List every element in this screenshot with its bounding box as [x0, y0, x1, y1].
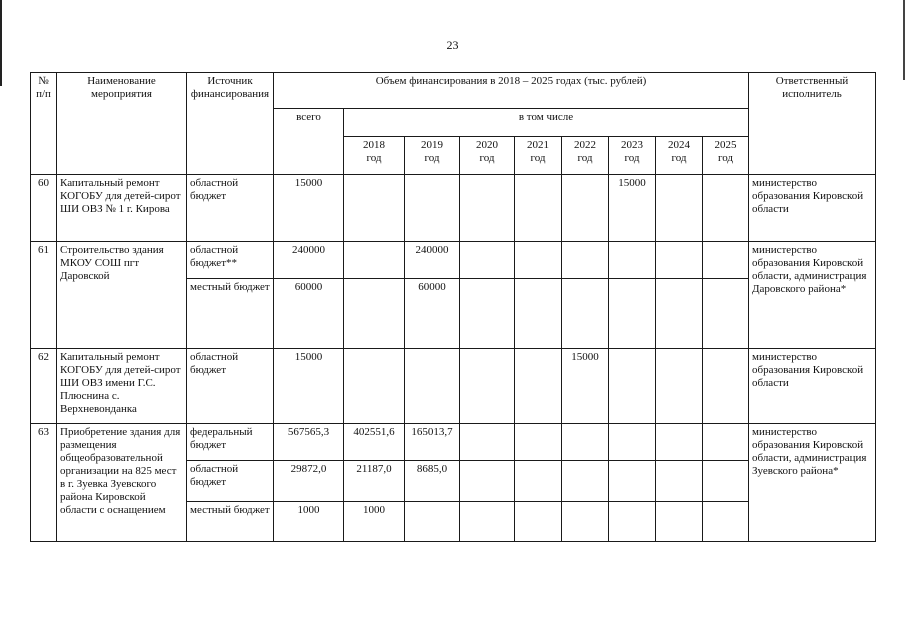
funding-source: областной бюджет** [187, 242, 274, 279]
activity-name: Приобретение здания для размещения общеобразовательной организации на 825 мест в г. Зуевка Зуевского района Кировской области с оснащением [57, 424, 187, 542]
year-amount [656, 279, 703, 349]
total-amount: 1000 [274, 502, 344, 542]
total-amount: 15000 [274, 175, 344, 242]
year-amount [515, 424, 562, 461]
total-amount: 567565,3 [274, 424, 344, 461]
year-amount [609, 424, 656, 461]
year-amount [562, 461, 609, 502]
year-amount [703, 175, 749, 242]
table-row [31, 424, 876, 461]
header-year: 2025 год [703, 137, 749, 175]
year-amount: 240000 [405, 242, 460, 279]
year-amount [609, 349, 656, 424]
year-amount [344, 175, 405, 242]
header-total: всего [274, 109, 344, 175]
year-amount: 8685,0 [405, 461, 460, 502]
header-name: Наименование мероприятия [57, 73, 187, 175]
year-amount [460, 175, 515, 242]
responsible-executor: министерство образования Кировской области, администрация Даровского района* [749, 242, 876, 349]
total-amount: 240000 [274, 242, 344, 279]
funding-source: областной бюджет [187, 349, 274, 424]
year-amount [562, 502, 609, 542]
year-amount [703, 424, 749, 461]
year-amount [703, 242, 749, 279]
funding-source: местный бюджет [187, 279, 274, 349]
year-amount [656, 349, 703, 424]
year-amount [703, 502, 749, 542]
year-amount [562, 424, 609, 461]
header-year: 2018 год [344, 137, 405, 175]
year-amount [344, 242, 405, 279]
year-amount [562, 242, 609, 279]
year-amount [405, 349, 460, 424]
year-amount [609, 242, 656, 279]
header-num: № п/п [31, 73, 57, 175]
table-row [31, 175, 876, 242]
header-responsible: Ответственный исполнитель [749, 73, 876, 175]
year-amount [460, 279, 515, 349]
total-amount: 60000 [274, 279, 344, 349]
funding-source: местный бюджет [187, 502, 274, 542]
row-number: 60 [31, 175, 57, 242]
year-amount [609, 502, 656, 542]
year-amount [405, 502, 460, 542]
year-amount [703, 279, 749, 349]
total-amount: 29872,0 [274, 461, 344, 502]
page-number: 23 [446, 38, 459, 52]
year-amount: 60000 [405, 279, 460, 349]
row-number: 61 [31, 242, 57, 349]
year-amount [460, 349, 515, 424]
year-amount [344, 349, 405, 424]
year-amount [405, 175, 460, 242]
year-amount [515, 279, 562, 349]
activity-name: Капитальный ремонт КОГОБУ для детей-сирот ШИ ОВЗ имени Г.С. Плюснина с. Верхневонданка [57, 349, 187, 424]
year-amount: 15000 [562, 349, 609, 424]
row-number: 63 [31, 424, 57, 542]
year-amount [344, 279, 405, 349]
header-year: 2021 год [515, 137, 562, 175]
year-amount [562, 175, 609, 242]
year-amount [656, 461, 703, 502]
year-amount [515, 175, 562, 242]
responsible-executor: министерство образования Кировской области [749, 175, 876, 242]
year-amount [562, 279, 609, 349]
activity-name: Строительство здания МКОУ СОШ пгт Даровской [57, 242, 187, 349]
funding-source: федеральный бюджет [187, 424, 274, 461]
year-amount [515, 461, 562, 502]
table-row [31, 242, 876, 279]
table-row [31, 349, 876, 424]
year-amount: 1000 [344, 502, 405, 542]
year-amount [609, 279, 656, 349]
year-amount [460, 461, 515, 502]
header-including: в том числе [344, 109, 749, 137]
total-amount: 15000 [274, 349, 344, 424]
year-amount [656, 242, 703, 279]
header-source: Источник финансирования [187, 73, 274, 175]
funding-source: областной бюджет [187, 461, 274, 502]
header-year: 2024 год [656, 137, 703, 175]
row-number: 62 [31, 349, 57, 424]
header-year: 2020 год [460, 137, 515, 175]
year-amount [460, 502, 515, 542]
year-amount [460, 424, 515, 461]
year-amount [515, 502, 562, 542]
funding-source: областной бюджет [187, 175, 274, 242]
financing-table [30, 72, 876, 542]
year-amount: 165013,7 [405, 424, 460, 461]
year-amount [703, 349, 749, 424]
year-amount: 15000 [609, 175, 656, 242]
year-amount [460, 242, 515, 279]
header-year: 2022 год [562, 137, 609, 175]
activity-name: Капитальный ремонт КОГОБУ для детей-сирот ШИ ОВЗ № 1 г. Кирова [57, 175, 187, 242]
year-amount [515, 242, 562, 279]
year-amount: 21187,0 [344, 461, 405, 502]
header-year: 2023 год [609, 137, 656, 175]
header-year: 2019 год [405, 137, 460, 175]
year-amount [656, 175, 703, 242]
year-amount [703, 461, 749, 502]
responsible-executor: министерство образования Кировской области [749, 349, 876, 424]
responsible-executor: министерство образования Кировской области, администрация Зуевского района* [749, 424, 876, 542]
year-amount [656, 502, 703, 542]
year-amount [515, 349, 562, 424]
year-amount [656, 424, 703, 461]
year-amount: 402551,6 [344, 424, 405, 461]
header-volume: Объем финансирования в 2018 – 2025 годах (тыс. рублей) [274, 73, 749, 109]
year-amount [609, 461, 656, 502]
